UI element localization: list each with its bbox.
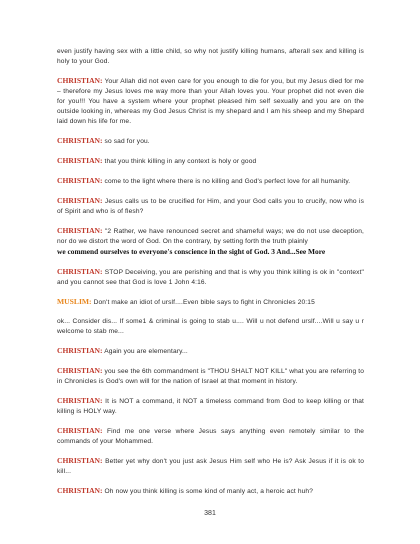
paragraph — [57, 486, 364, 497]
paragraph-text: "2 Rather, we have renounced secret and shameful ways; we do not use deception, nor do we distort the word of God. On the contrary, by setting forth the truth plainly — [57, 228, 364, 245]
page-number: 381 — [204, 510, 216, 517]
paragraph-text: that you think killing in any context is holy or good — [104, 158, 257, 165]
paragraph — [57, 396, 364, 417]
paragraph — [57, 366, 364, 387]
paragraph — [57, 267, 364, 288]
speaker-label: CHRISTIAN: — [57, 396, 103, 405]
speaker-label: MUSLIM: — [57, 297, 92, 306]
paragraph — [57, 456, 364, 477]
speaker-label: CHRISTIAN: — [57, 136, 103, 145]
paragraph-text: Better yet why don't you just ask Jesus Him self who He is? Ask Jesus if it is ok to kill... — [57, 458, 364, 475]
paragraph — [57, 297, 364, 308]
paragraph — [57, 156, 364, 167]
quoted-continuation: we commend ourselves to everyone's conscience in the sight of God. 3 And...See More — [57, 247, 326, 256]
paragraph-text: STOP Deceiving, you are perishing and that is why you think killing is ok in "context" and you cannot see that God is love 1 John 4:16. — [57, 269, 364, 286]
paragraph-text: Again you are elementary... — [104, 348, 188, 355]
paragraph — [57, 176, 364, 187]
speaker-label: CHRISTIAN: — [57, 366, 103, 375]
paragraph — [57, 136, 364, 147]
speaker-label: CHRISTIAN: — [57, 426, 103, 435]
paragraph — [57, 426, 364, 447]
paragraph — [57, 76, 364, 127]
speaker-label: CHRISTIAN: — [57, 346, 103, 355]
paragraph-text: Jesus calls us to be crucified for Him, and your God calls you to crucify, now who is of Spirit and who is of flesh? — [57, 198, 364, 215]
paragraph-text: come to the light where there is no killing and God's perfect love for all humanity. — [104, 178, 351, 185]
paragraph-text: you see the 6th commandment is "THOU SHALT NOT KILL" what you are referring to in Chronicles is God's own will for the nation of Israel at that moment in history. — [57, 368, 364, 385]
speaker-label: CHRISTIAN: — [57, 226, 103, 235]
paragraph — [57, 317, 364, 337]
speaker-label: CHRISTIAN: — [57, 156, 103, 165]
paragraph — [57, 47, 364, 67]
paragraph-text: so sad for you. — [104, 138, 150, 145]
paragraph — [57, 196, 364, 217]
paragraph — [57, 226, 364, 258]
speaker-label: CHRISTIAN: — [57, 176, 103, 185]
paragraph — [57, 346, 364, 357]
paragraph-text: even justify having sex with a little child, so why not justify killing humans, afterall sex and killing is holy to your God. — [57, 48, 364, 65]
paragraph-text: It is NOT a command, it NOT a timeless command from God to keep killing or that killing is HOLY way. — [57, 398, 365, 415]
speaker-label: CHRISTIAN: — [57, 267, 103, 276]
speaker-label: CHRISTIAN: — [57, 456, 103, 465]
paragraph-text: Your Allah did not even care for you enough to die for you, but my Jesus died for me – therefore my Jesus loves me way more than your Allah loves you. Your prophet did not even die for you!!! You have a system where your prophet pleased him self sexually and you are on the outside looking in, whereas my God Jesus Christ is my shepard and I am his sheep and my Shepard laid down his life for me. — [57, 78, 364, 125]
paragraph-text: Oh now you think killing is some kind of manly act, a heroic act huh? — [104, 488, 314, 495]
paragraph-text: Don't make an idiot of urslf....Even bible says to fight in Chronicles 20:15 — [93, 299, 315, 306]
document-body — [57, 47, 364, 497]
speaker-label: CHRISTIAN: — [57, 76, 103, 85]
speaker-label: CHRISTIAN: — [57, 486, 103, 495]
speaker-label: CHRISTIAN: — [57, 196, 103, 205]
paragraph-text: Find me one verse where Jesus says anything even remotely similar to the commands of your Mohammed. — [57, 428, 364, 445]
paragraph-text: ok... Consider dis... If some1 & criminal is going to stab u.... Will u not defend urslf....Will u say u r welcome to stab me... — [57, 318, 364, 335]
